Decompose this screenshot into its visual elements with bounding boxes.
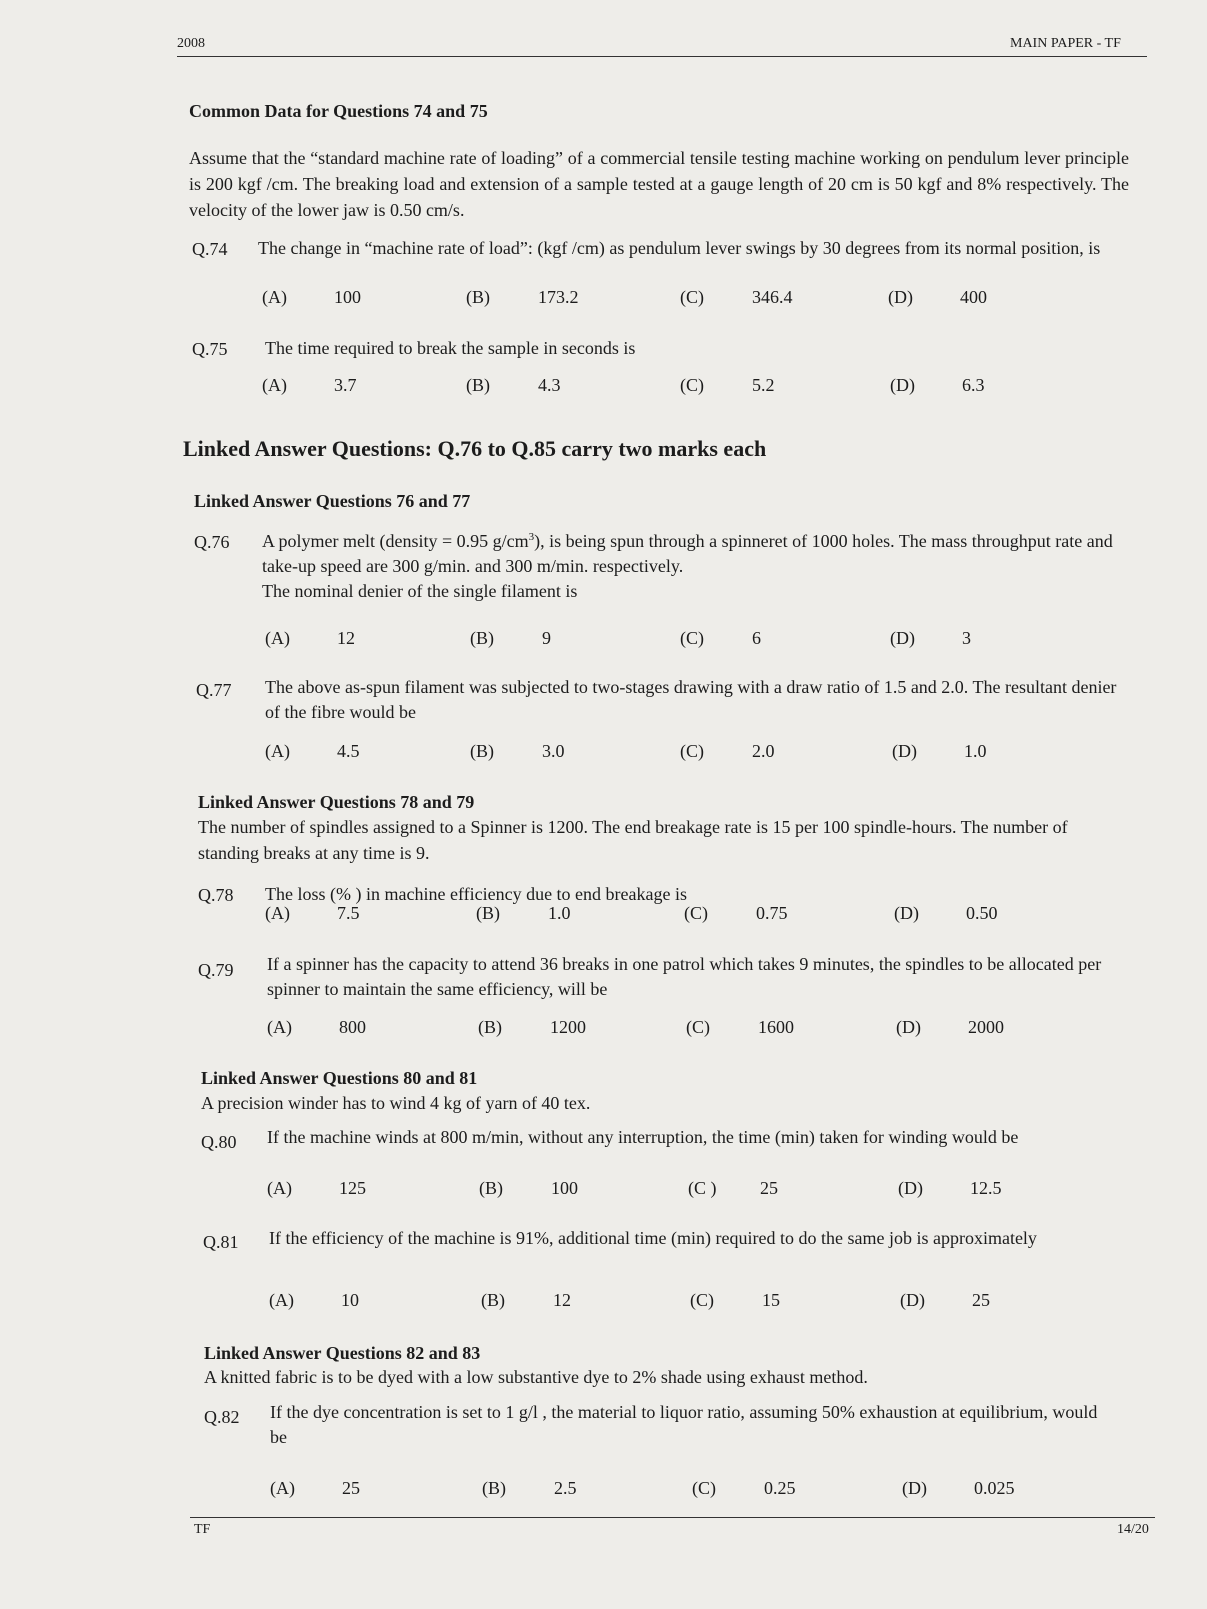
option-c: (C) 0.25 (692, 1478, 796, 1498)
option-b: (B) 9 (470, 628, 551, 648)
common-data-title: Common Data for Questions 74 and 75 (189, 101, 488, 121)
option-c: (C) 0.75 (684, 903, 788, 923)
question-number: Q.82 (204, 1407, 240, 1427)
header-paper: MAIN PAPER - TF (1010, 36, 1121, 51)
group-title: Linked Answer Questions 82 and 83 (204, 1343, 481, 1363)
option-b: (B) 173.2 (466, 287, 579, 307)
option-d: (D) 400 (888, 287, 987, 307)
option-d: (D) 3 (890, 628, 971, 648)
option-d: (D) 12.5 (898, 1178, 1002, 1198)
group-title: Linked Answer Questions 80 and 81 (201, 1068, 478, 1088)
option-a: (A) 25 (270, 1478, 360, 1498)
footer-rule (190, 1517, 1155, 1518)
question-text: The time required to break the sample in seconds is (265, 338, 636, 358)
option-d: (D) 0.025 (902, 1478, 1015, 1498)
option-a: (A) 125 (267, 1178, 366, 1198)
group-text: A knitted fabric is to be dyed with a low substantive dye to 2% shade using exhaust method. (204, 1367, 868, 1387)
option-d: (D) 6.3 (890, 375, 985, 395)
option-b: (B) 1.0 (476, 903, 571, 923)
option-a: (A) 12 (265, 628, 355, 648)
option-c: (C) 1600 (686, 1017, 794, 1037)
option-b: (B) 12 (481, 1290, 571, 1310)
header-rule (177, 56, 1147, 57)
question-text: A polymer melt (density = 0.95 $g/cm^3$), is being spun through a spinneret of 1000 holes. The mass throughput rate and take-up speed are 300 g/min. and 300 m/min. respectively. The nominal denier of the single filament is (262, 531, 1113, 601)
option-d: (D) 25 (900, 1290, 990, 1310)
option-d: (D) 2000 (896, 1017, 1004, 1037)
option-c: (C) 6 (680, 628, 761, 648)
group-text: The number of spindles assigned to a Spinner is 1200. The end breakage rate is 15 per 100 spindle-hours. The number of standing breaks at any time is 9. (198, 817, 1068, 863)
question-number: Q.79 (198, 960, 234, 980)
option-b: (B) 2.5 (482, 1478, 577, 1498)
question-text: If the machine winds at 800 m/min, without any interruption, the time (min) taken for winding would be (267, 1127, 1019, 1147)
option-c: (C ) 25 (688, 1178, 778, 1198)
question-text: The change in “machine rate of load”: (kgf /cm) as pendulum lever swings by 30 degrees from its normal position, is (258, 238, 1101, 258)
question-number: Q.75 (192, 339, 228, 359)
option-a: (A) 7.5 (265, 903, 360, 923)
header-year: 2008 (177, 36, 205, 51)
page-number: 14/20 (1117, 1522, 1149, 1537)
option-d: (D) 0.50 (894, 903, 998, 923)
linked-answer-title: Linked Answer Questions: Q.76 to Q.85 carry two marks each (183, 436, 767, 461)
option-c: (C) 5.2 (680, 375, 775, 395)
option-c: (C) 2.0 (680, 741, 775, 761)
question-text: The above as-spun filament was subjected to two-stages drawing with a draw ratio of 1.5 and 2.0. The resultant denier of the fibre would be (265, 677, 1117, 722)
question-number: Q.81 (203, 1232, 239, 1252)
option-b: (B) 1200 (478, 1017, 586, 1037)
option-a: (A) 800 (267, 1017, 366, 1037)
common-data-text: Assume that the “standard machine rate of loading” of a commercial tensile testing machine working on pendulum lever principle is 200 kgf /cm. The breaking load and extension of a sample tested at a gauge length of 20 cm is 50 kgf and 8% respectively. The velocity of the lower jaw is 0.50 cm/s. (189, 148, 1129, 220)
option-c: (C) 346.4 (680, 287, 793, 307)
option-b: (B) 3.0 (470, 741, 565, 761)
question-text: If the dye concentration is set to 1 g/l , the material to liquor ratio, assuming 50% exhaustion at equilibrium, would be (270, 1402, 1098, 1447)
question-number: Q.80 (201, 1132, 237, 1152)
question-text: The loss (% ) in machine efficiency due to end breakage is (265, 884, 688, 904)
option-a: (A) 100 (262, 287, 361, 307)
option-a: (A) 3.7 (262, 375, 357, 395)
question-text: If the efficiency of the machine is 91%, additional time (min) required to do the same job is approximately (269, 1228, 1037, 1248)
option-a: (A) 4.5 (265, 741, 360, 761)
group-title: Linked Answer Questions 76 and 77 (194, 491, 471, 511)
option-a: (A) 10 (269, 1290, 359, 1310)
question-number: Q.76 (194, 532, 230, 552)
group-text: A precision winder has to wind 4 kg of yarn of 40 tex. (201, 1093, 591, 1113)
question-text: If a spinner has the capacity to attend 36 breaks in one patrol which takes 9 minutes, the spindles to be allocated per spinner to maintain the same efficiency, will be (267, 954, 1102, 999)
option-d: (D) 1.0 (892, 741, 987, 761)
footer-code: TF (194, 1522, 211, 1537)
option-b: (B) 4.3 (466, 375, 561, 395)
option-b: (B) 100 (479, 1178, 578, 1198)
question-number: Q.78 (198, 885, 234, 905)
question-number: Q.77 (196, 680, 232, 700)
option-c: (C) 15 (690, 1290, 780, 1310)
question-number: Q.74 (192, 239, 228, 259)
group-title: Linked Answer Questions 78 and 79 (198, 792, 475, 812)
